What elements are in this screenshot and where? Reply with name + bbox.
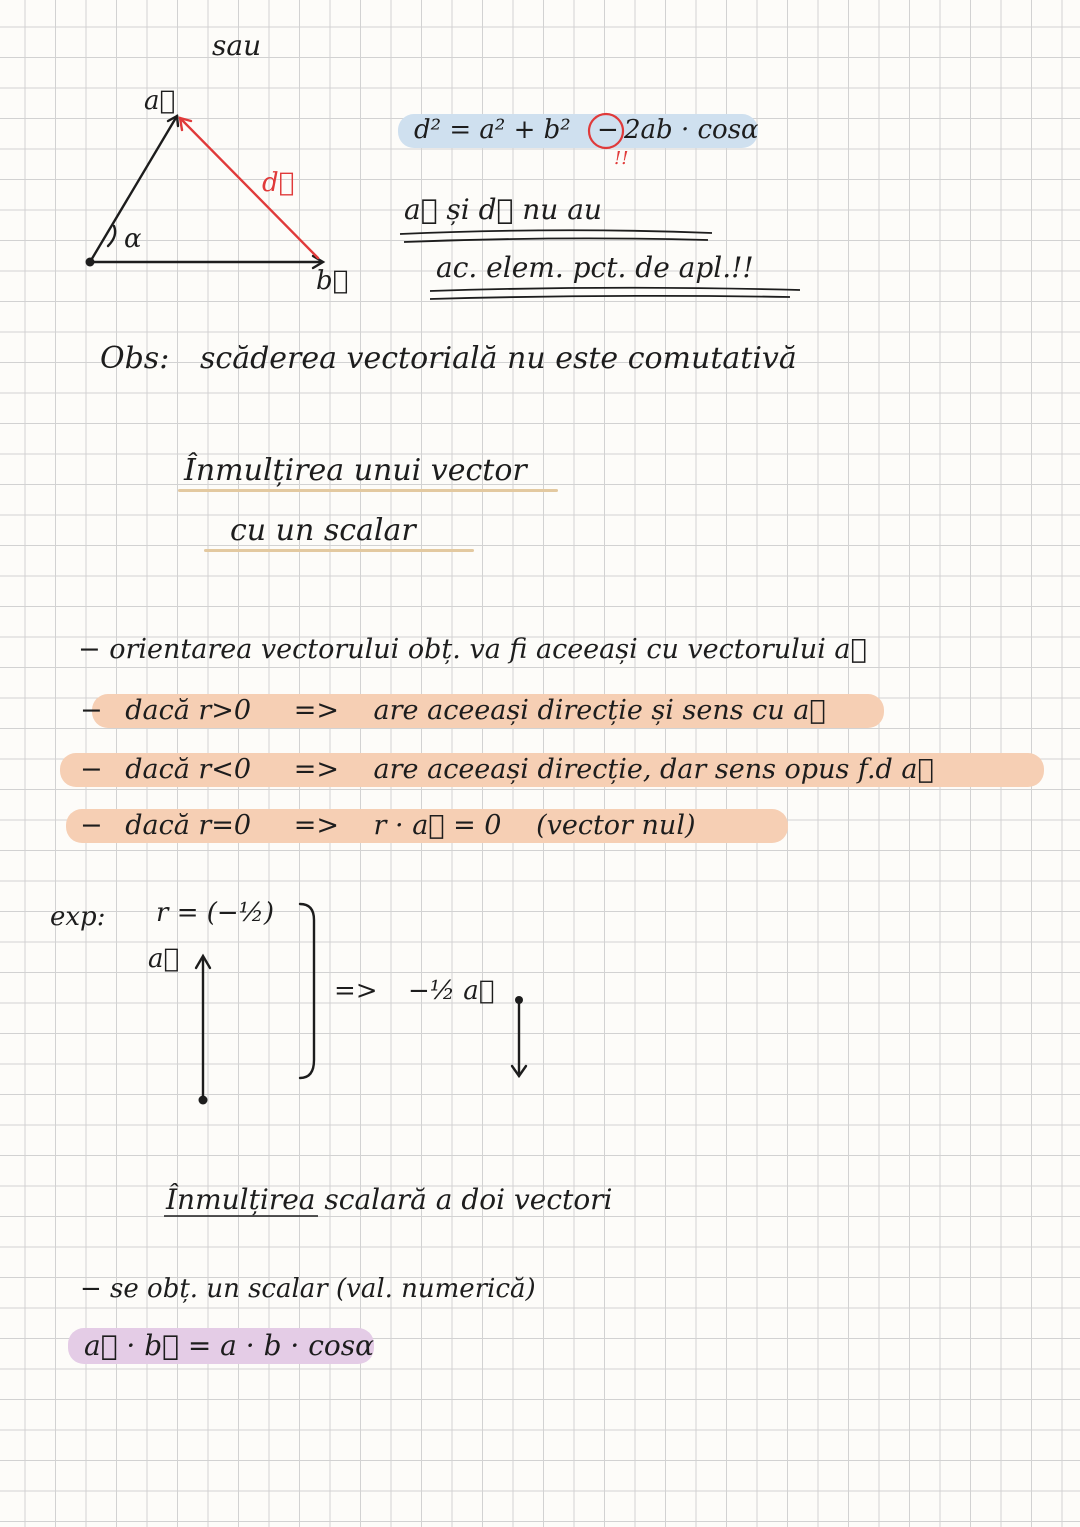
example-scalar: r = (−½) <box>156 898 275 928</box>
warning-marks: !! <box>614 148 629 169</box>
law-of-cosines-right: 2ab · cosα <box>624 115 759 145</box>
scalar-title-line-2: cu un scalar <box>230 513 416 548</box>
rule-implies: => <box>293 810 339 841</box>
example-implies: => <box>334 976 378 1006</box>
rule-implies: => <box>293 754 339 785</box>
brace <box>300 904 314 1078</box>
rule-note: (vector nul) <box>536 810 696 841</box>
scalar-title-line-1: Înmulțirea unui vector <box>184 453 527 488</box>
rule-text: are aceeași direcție și sens cu a⃗ <box>373 695 826 726</box>
example-label: exp: <box>50 902 106 932</box>
rule-dash: − <box>78 634 101 665</box>
rule-implies: => <box>293 695 339 726</box>
example-origin-point <box>199 1096 208 1105</box>
vector-d-line <box>180 118 318 258</box>
rule-zero <box>80 812 696 839</box>
rule-condition: dacă r<0 <box>125 754 252 785</box>
label-vector-b: b⃗ <box>316 266 349 296</box>
dot-formula: a⃗ · b⃗ = a · b · cosα <box>84 1329 375 1362</box>
label-vector-a: a⃗ <box>144 86 176 116</box>
rule-dash: − <box>80 810 103 841</box>
result-origin-point <box>515 996 523 1004</box>
note-line-1: a⃗ și d⃗ nu au <box>404 193 602 226</box>
rule-orientation <box>78 636 867 663</box>
law-of-cosines-left: d² = a² + b² <box>414 115 571 145</box>
rule-text: are aceeași direcție, dar sens opus f.d a⃗ <box>373 754 934 785</box>
sau-word: sau <box>212 29 262 62</box>
vector-d <box>180 118 318 258</box>
rule-negative <box>80 756 934 783</box>
dot-bullet: − se obț. un scalar (val. numerică) <box>80 1274 536 1304</box>
rule-condition: dacă r>0 <box>125 695 252 726</box>
obs-label: Obs: <box>100 341 170 376</box>
dot-title: Înmulțirea scalară a doi vectori <box>166 1183 613 1216</box>
rule-condition: dacă r=0 <box>125 810 252 841</box>
rule-positive <box>80 697 826 724</box>
example-vector-label: a⃗ <box>148 944 180 974</box>
rule-text: orientarea vectorului obț. va fi aceeași cu vectorului a⃗ <box>109 634 867 665</box>
origin-point <box>86 258 95 267</box>
example-result: −½ a⃗ <box>408 976 495 1006</box>
label-vector-d: d⃗ <box>262 168 295 198</box>
rule-dash: − <box>80 754 103 785</box>
rule-dash: − <box>80 695 103 726</box>
obs-text: scăderea vectorială nu este comutativă <box>200 341 797 376</box>
label-alpha: α <box>124 224 142 254</box>
note-line-2: ac. elem. pct. de apl.!! <box>436 251 754 284</box>
law-of-cosines-minus: − <box>597 115 619 145</box>
rule-text: r · a⃗ = 0 <box>373 810 502 841</box>
